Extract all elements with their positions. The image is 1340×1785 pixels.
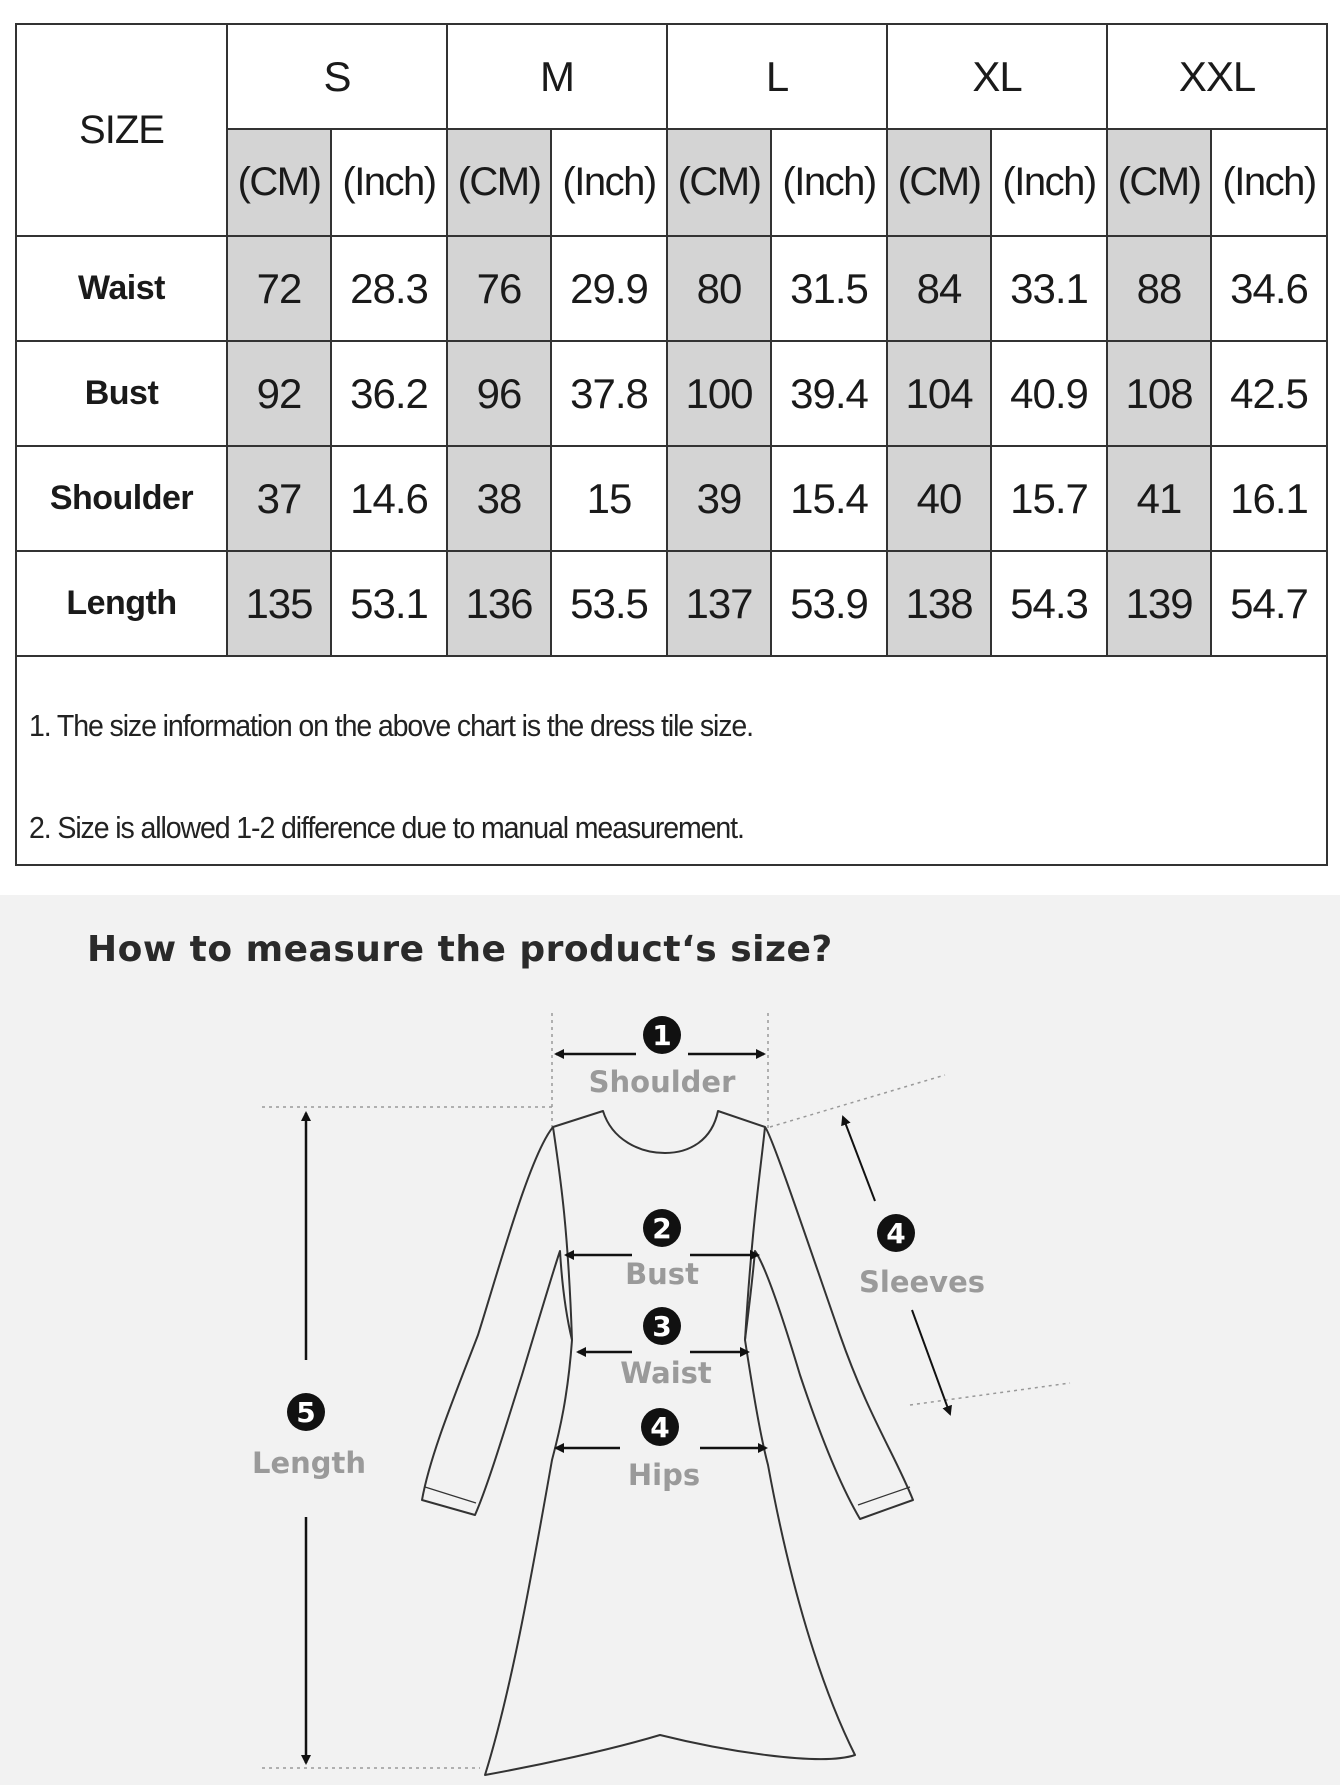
marker-number: 2: [652, 1212, 672, 1245]
table-cell: 139: [1107, 551, 1211, 656]
size-header-s: S: [227, 24, 447, 129]
table-row-length: [16, 551, 1327, 656]
table-cell: 36.2: [331, 341, 447, 446]
table-cell: 37.8: [551, 341, 667, 446]
unit-header-inch: (Inch): [771, 129, 887, 236]
table-cell: 31.5: [771, 236, 887, 341]
size-header-xxl: XXL: [1107, 24, 1327, 129]
table-cell: 14.6: [331, 446, 447, 551]
size-notes: [17, 658, 1326, 864]
table-cell: 33.1: [991, 236, 1107, 341]
size-header-xl: XL: [887, 24, 1107, 129]
table-cell: 29.9: [551, 236, 667, 341]
table-cell: 54.7: [1211, 551, 1327, 656]
table-cell: 15.4: [771, 446, 887, 551]
table-cell: 84: [887, 236, 991, 341]
unit-header-cm: (CM): [227, 129, 331, 236]
waist-measure: [578, 1307, 748, 1390]
table-cell: 88: [1107, 236, 1211, 341]
table-cell: 136: [447, 551, 551, 656]
table-cell: 16.1: [1211, 446, 1327, 551]
table-cell: 15.7: [991, 446, 1107, 551]
hips-label: Hips: [627, 1458, 701, 1492]
measure-guide-title: How to measure the product‘s size?: [87, 929, 833, 970]
unit-header-cm: (CM): [887, 129, 991, 236]
table-cell: 100: [667, 341, 771, 446]
row-label: Bust: [16, 341, 227, 446]
guide-lines: [262, 1013, 1070, 1768]
measure-guide: [0, 895, 1340, 1785]
table-cell: 15: [551, 446, 667, 551]
length-label: Length: [251, 1446, 367, 1480]
note-measurement-tolerance: 2. Size is allowed 1-2 difference due to manual measurement.: [29, 810, 744, 845]
table-cell: 76: [447, 236, 551, 341]
table-row-bust: [16, 341, 1327, 446]
table-cell: 42.5: [1211, 341, 1327, 446]
table-cell: 37: [227, 446, 331, 551]
table-cell: 137: [667, 551, 771, 656]
table-cell: 96: [447, 341, 551, 446]
table-cell: 104: [887, 341, 991, 446]
row-label: Waist: [16, 236, 227, 341]
table-cell: 138: [887, 551, 991, 656]
size-chart: [15, 23, 1328, 866]
size-header-l: L: [667, 24, 887, 129]
marker-number: 3: [652, 1310, 672, 1343]
table-cell: 108: [1107, 341, 1211, 446]
table-cell: 40: [887, 446, 991, 551]
table-cell: 53.1: [331, 551, 447, 656]
table-cell: 72: [227, 236, 331, 341]
bust-label: Bust: [625, 1257, 699, 1291]
table-cell: 54.3: [991, 551, 1107, 656]
size-corner-label: SIZE: [16, 24, 227, 236]
table-cell: 41: [1107, 446, 1211, 551]
table-cell: 92: [227, 341, 331, 446]
length-measure: [252, 1113, 366, 1763]
shoulder-measure: [556, 1016, 764, 1099]
table-cell: 28.3: [331, 236, 447, 341]
unit-header-cm: (CM): [447, 129, 551, 236]
unit-header-cm: (CM): [1107, 129, 1211, 236]
unit-header-inch: (Inch): [331, 129, 447, 236]
waist-label: Waist: [620, 1356, 712, 1390]
hips-measure: [556, 1408, 766, 1492]
table-cell: 39: [667, 446, 771, 551]
unit-header-cm: (CM): [667, 129, 771, 236]
table-cell: 53.5: [551, 551, 667, 656]
unit-header-inch: (Inch): [551, 129, 667, 236]
row-label: Shoulder: [16, 446, 227, 551]
unit-header-inch: (Inch): [991, 129, 1107, 236]
table-row-shoulder: [16, 446, 1327, 551]
table-cell: 53.9: [771, 551, 887, 656]
table-cell: 80: [667, 236, 771, 341]
table-cell: 135: [227, 551, 331, 656]
table-cell: 39.4: [771, 341, 887, 446]
row-label: Length: [16, 551, 227, 656]
marker-number: 5: [296, 1396, 316, 1429]
marker-number: 4: [650, 1411, 670, 1444]
shoulder-label: Shoulder: [588, 1065, 736, 1099]
sleeves-label: Sleeves: [859, 1265, 985, 1299]
unit-header-inch: (Inch): [1211, 129, 1327, 236]
size-table: [15, 23, 1328, 657]
marker-number: 1: [652, 1019, 672, 1052]
table-cell: 38: [447, 446, 551, 551]
table-row-waist: [16, 236, 1327, 341]
dress-measurement-diagram: [0, 895, 1340, 1785]
marker-number: 4: [886, 1217, 906, 1250]
table-cell: 34.6: [1211, 236, 1327, 341]
bust-measure: [566, 1209, 758, 1291]
table-cell: 40.9: [991, 341, 1107, 446]
note-dress-tile-size: 1. The size information on the above chart is the dress tile size.: [29, 708, 754, 743]
sleeves-measure: [843, 1117, 985, 1414]
size-header-m: M: [447, 24, 667, 129]
